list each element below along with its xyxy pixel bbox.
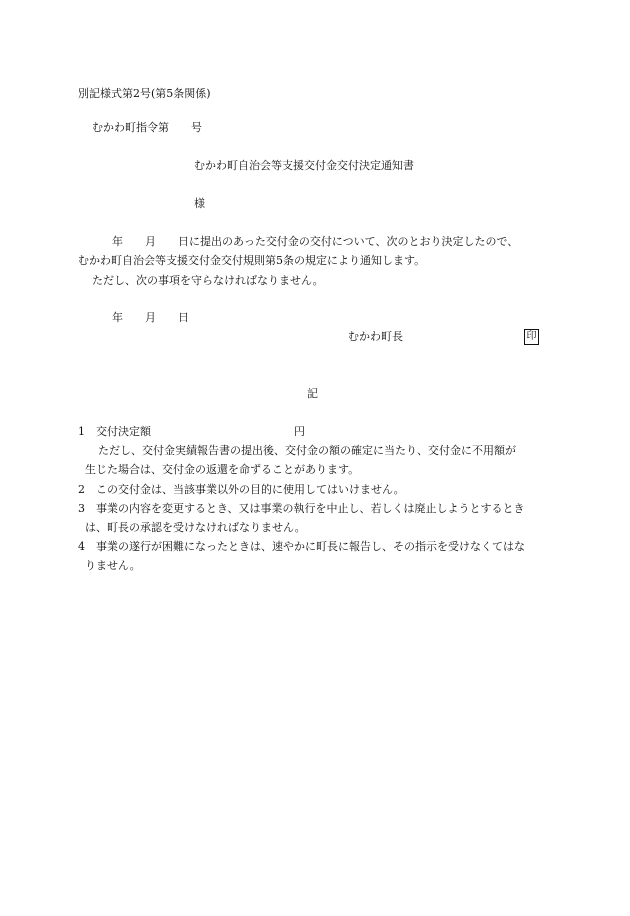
document-title: むかわ町自治会等支援交付金交付決定通知書 (194, 159, 414, 172)
item-4-line-2: りません。 (85, 559, 141, 572)
paragraph-2: ただし、次の事項を守らなければなりません。 (92, 274, 324, 287)
item-3-line-2: は、町長の承認を受けなければなりません。 (85, 521, 306, 534)
issuer-name: むかわ町長 (348, 330, 403, 343)
addressee: 様 (194, 197, 205, 210)
item-4-line-1: 4 事業の遂行が困難になったときは、速やかに町長に報告し、その指示を受けなくてはな (78, 540, 525, 553)
ki-heading: 記 (307, 387, 318, 400)
issue-date: 年 月 日 (112, 311, 189, 324)
item-3-line-1: 3 事業の内容を変更するとき、又は事業の執行を中止し、若しくは廃止しようとするとき (78, 502, 525, 515)
directive-number: むかわ町指令第 号 (92, 121, 202, 134)
item-1-label: 1 交付決定額 (78, 425, 151, 438)
item-1-yen: 円 (294, 425, 305, 438)
paragraph-1-line-1: 年 月 日に提出のあった交付金の交付について、次のとおり決定したので、 (112, 235, 519, 248)
paragraph-1-line-2: むかわ町自治会等支援交付金交付規則第5条の規定により通知します。 (78, 254, 426, 267)
seal-mark: 印 (524, 329, 539, 345)
item-2: 2 この交付金は、当該事業以外の目的に使用してはいけません。 (78, 483, 405, 496)
item-1-note-line-2: 生じた場合は、交付金の返還を命ずることがあります。 (85, 463, 360, 476)
item-1-note-line-1: ただし、交付金実績報告書の提出後、交付金の額の確定に当たり、交付金に不用額が (98, 444, 516, 457)
form-label: 別記様式第2号(第5条関係) (78, 87, 211, 100)
